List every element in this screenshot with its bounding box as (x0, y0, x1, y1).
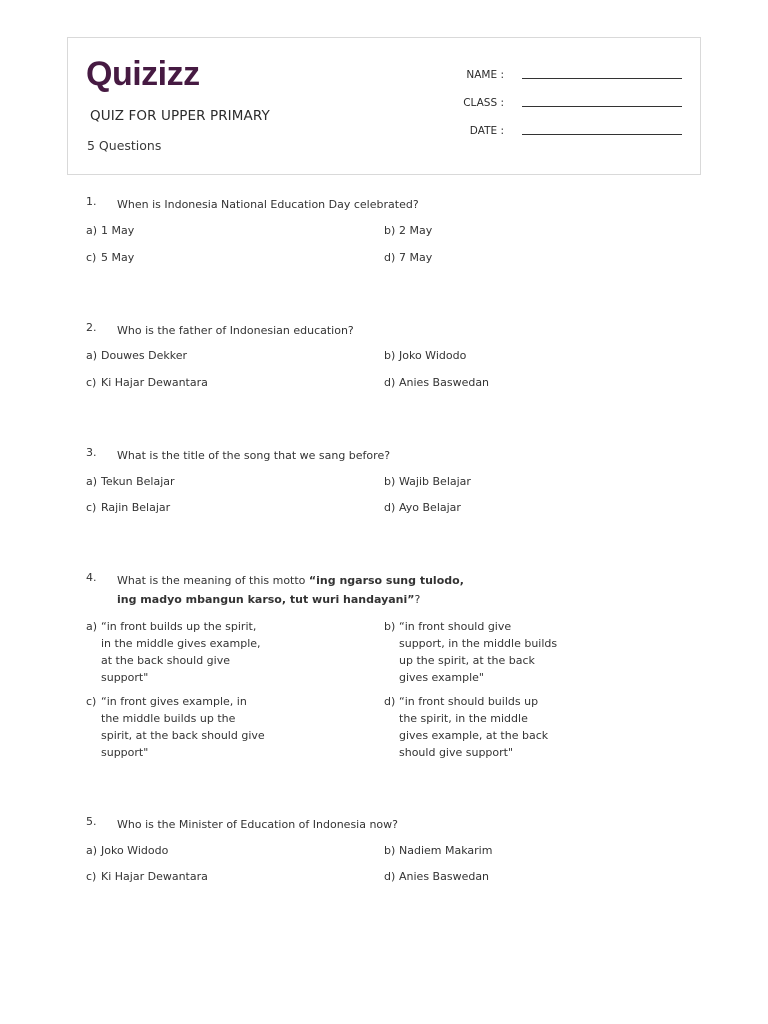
date-label: DATE : (469, 125, 504, 137)
question-number: 2. (86, 321, 97, 334)
quizizz-logo (86, 52, 210, 94)
question-text: Who is the father of Indonesian education? (117, 324, 354, 337)
worksheet-header (67, 37, 701, 175)
question-number: 1. (86, 195, 97, 208)
question-number: 5. (86, 815, 97, 828)
name-line[interactable] (522, 78, 682, 79)
quiz-title: QUIZ FOR UPPER PRIMARY (90, 108, 270, 124)
question-text: What is the title of the song that we sang before? (117, 449, 391, 462)
class-label: CLASS : (463, 97, 504, 109)
name-field[interactable] (458, 69, 684, 85)
date-field[interactable] (458, 125, 684, 141)
question-text: Who is the Minister of Education of Indonesia now? (117, 818, 398, 831)
class-field[interactable] (458, 97, 684, 113)
question-text: What is the meaning of this motto “ing ngarso sung tulodo, ing madyo mbangun karso, tut wuri handayani”? (117, 574, 464, 606)
name-label: NAME : (466, 69, 504, 81)
svg-text:Quizizz: Quizizz (86, 55, 200, 93)
motto-text: “ing ngarso sung tulodo, ing madyo mbangun karso, tut wuri handayani” (117, 574, 464, 606)
date-line[interactable] (522, 134, 682, 135)
question-number: 3. (86, 446, 97, 459)
question-text: When is Indonesia National Education Day celebrated? (117, 198, 419, 211)
class-line[interactable] (522, 106, 682, 107)
question-count: 5 Questions (87, 138, 162, 153)
question-number: 4. (86, 571, 97, 584)
